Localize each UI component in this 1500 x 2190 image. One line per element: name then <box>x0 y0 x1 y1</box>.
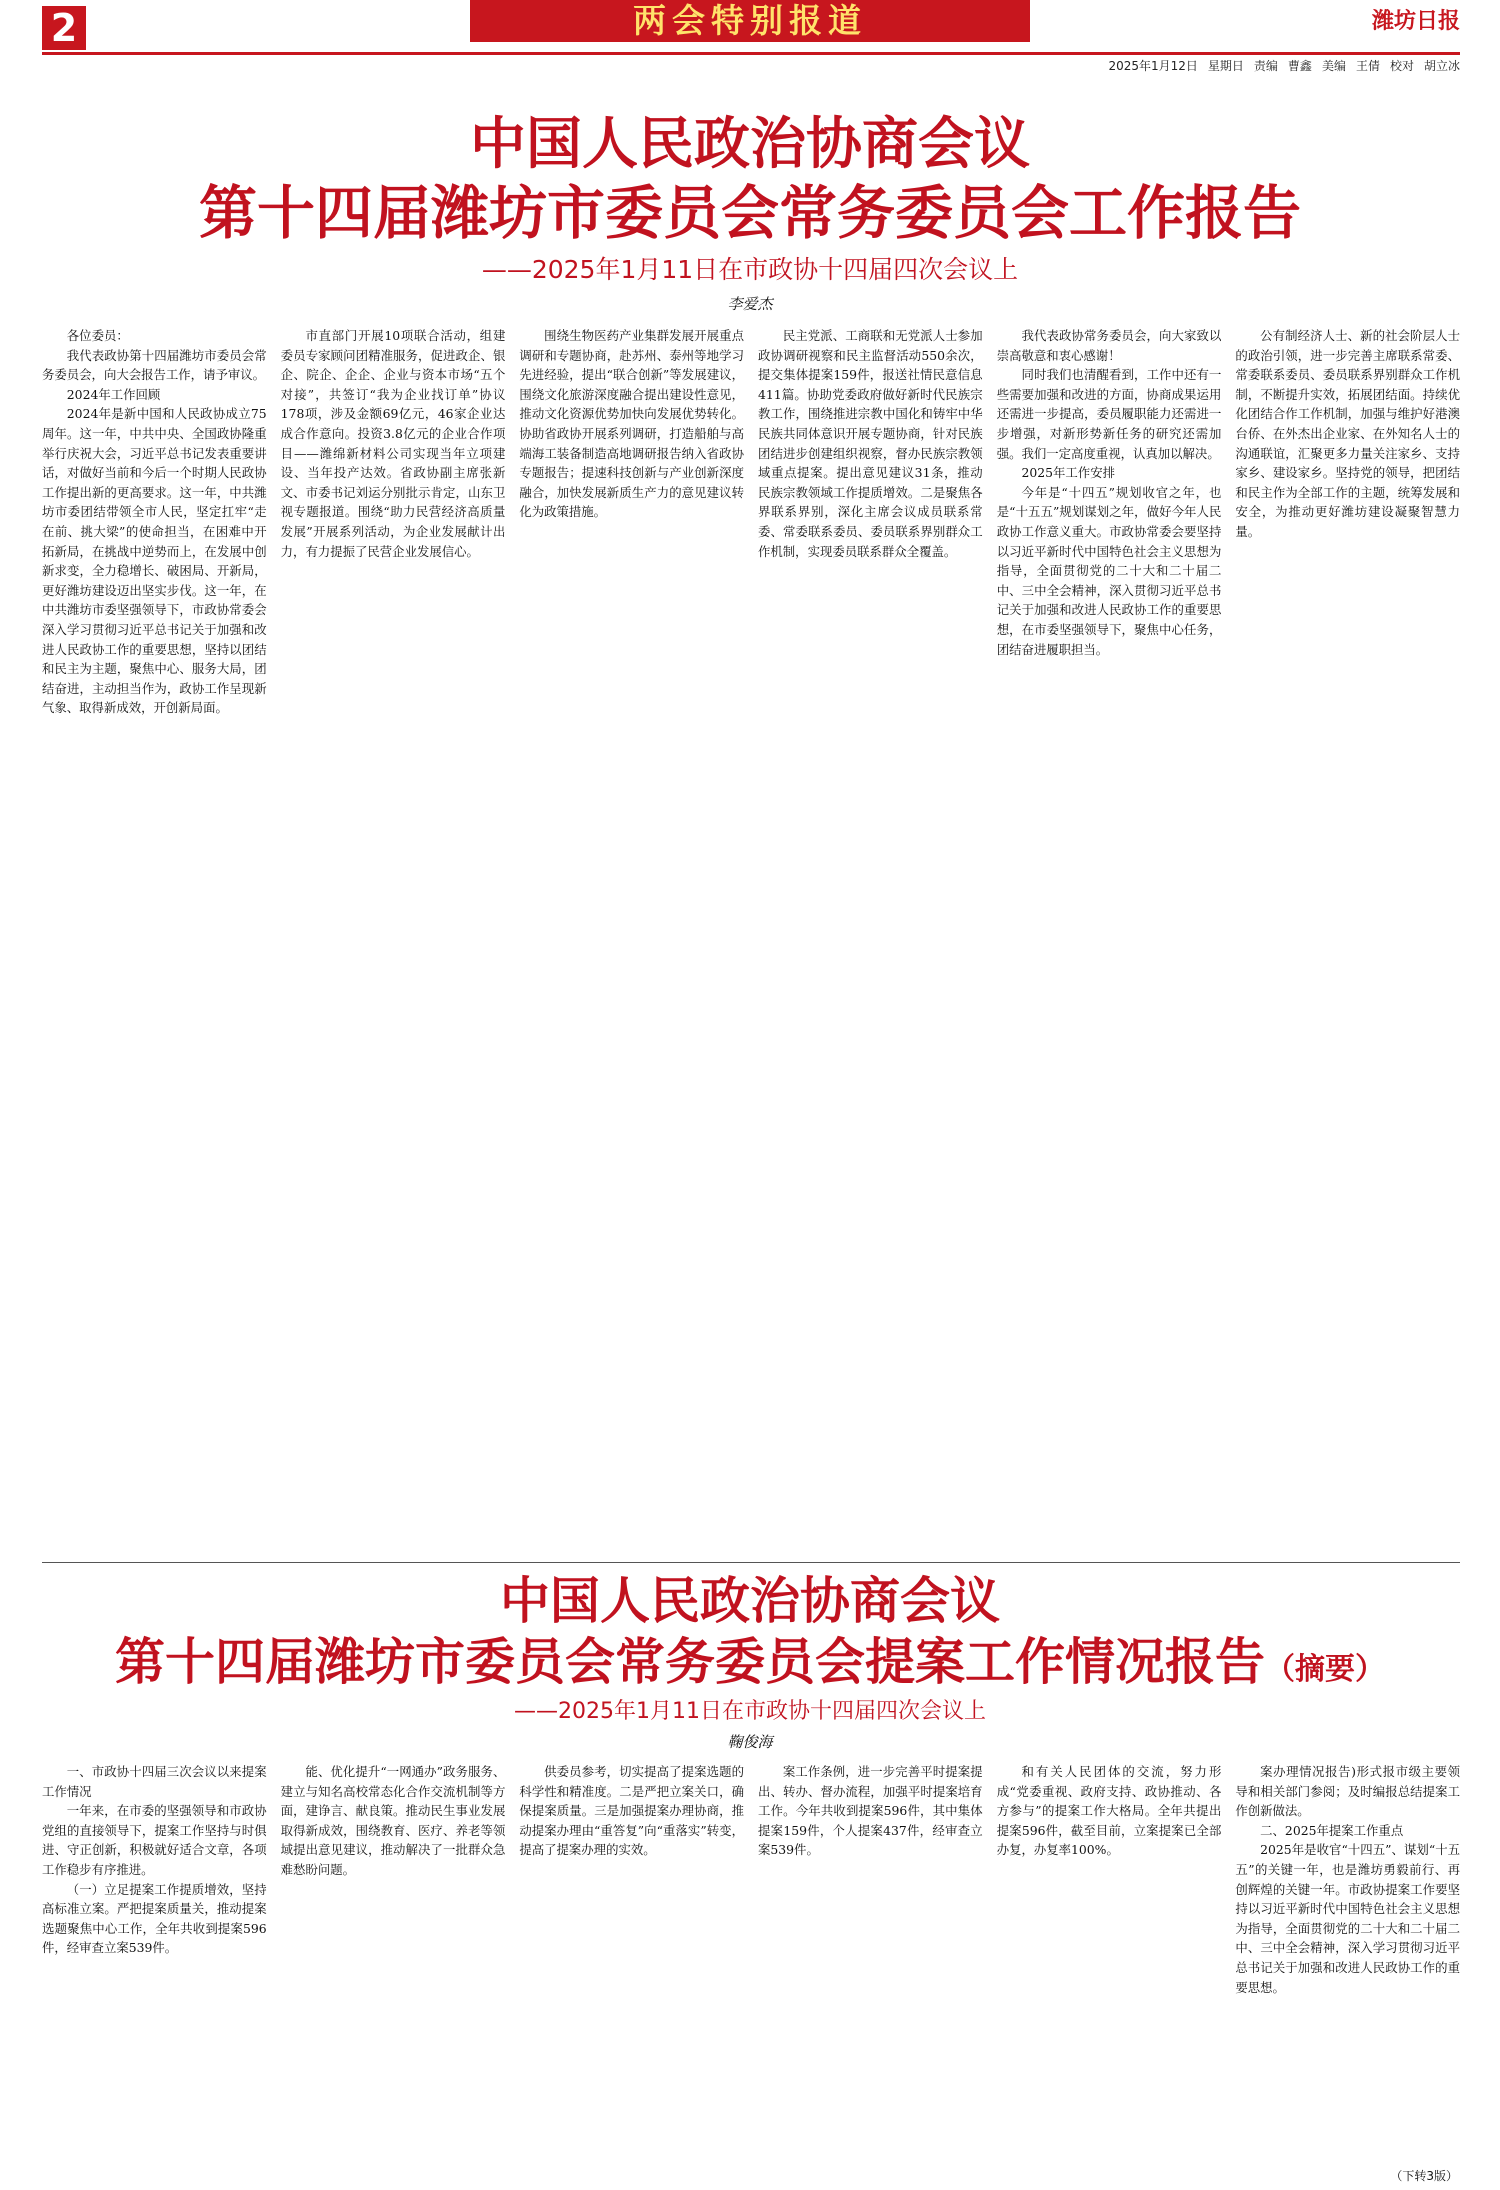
report1-column <box>42 326 267 1554</box>
report2-title-line1: 中国人民政治协商会议 <box>500 1571 1000 1630</box>
paragraph: 民主党派、工商联和无党派人士参加政协调研视察和民主监督活动550余次，提交集体提案159件，报送社情民意信息411篇。协助党委政府做好新时代民族宗教工作，围绕推进宗教中国化和铸牢中华民族共同体意识开展专题协商，针对民族团结进步创建组织视察，督办民族宗教领域重点提案。提出意见建议31条，推动民族宗教领域工作提质增效。二是聚焦各界联系界别，深化主席会议成员联系常委、常委联系委员、委员联系界别群众工作机制，实现委员联系群众全覆盖。 <box>758 328 983 559</box>
designer-label: 美编 <box>1321 59 1346 73</box>
paragraph: 我代表政协第十四届潍坊市委员会常务委员会，向大会报告工作，请予审议。 <box>42 347 267 383</box>
report2-title-line2 <box>0 1632 1500 1700</box>
issue-weekday: 星期日 <box>1207 59 1244 73</box>
paragraph: 我代表政协常务委员会，向大家致以崇高敬意和衷心感谢！ <box>996 328 1222 363</box>
report1-title-line2: 第十四届潍坊市委员会常务委员会工作报告 <box>198 179 1301 247</box>
report1-column <box>1235 326 1460 1554</box>
paragraph: 2025年工作安排 <box>1021 465 1115 481</box>
paragraph: 公有制经济人士、新的社会阶层人士的政治引领，进一步完善主席联系常委、常委联系委员、委员联系界别群众工作机制，不断提升实效，拓展团结面。持续优化团结合作工作机制，加强与维护好港澳台侨、在外杰出企业家、在外知名人士的沟通联谊，汇聚更多力量关注家乡、支持家乡、建设家乡。坚持党的领导，把团结和民主作为全部工作的主题，统筹发展和安全，为推动更好潍坊建设凝聚智慧力量。 <box>1235 328 1461 539</box>
paragraph: 供委员参考，切实提高了提案选题的科学性和精准度。二是严把立案关口，确保提案质量。三是加强提案办理协商，推动提案办理由“重答复”向“重落实”转变，提高了提案办理的实效。 <box>519 1764 745 1858</box>
report1-title-line1: 中国人民政治协商会议 <box>470 111 1030 177</box>
newspaper-masthead: 潍坊日报 <box>1371 8 1460 34</box>
report2-column <box>997 1762 1222 2160</box>
editor-name: 曹鑫 <box>1287 59 1312 73</box>
report2-body <box>42 1762 1460 2160</box>
designer-name: 王倩 <box>1355 59 1380 73</box>
report1-subtitle: ——2025年1月11日在市政协十四届四次会议上 <box>481 255 1019 284</box>
paragraph: 各位委员： <box>66 328 129 343</box>
proof-label: 校对 <box>1389 59 1414 73</box>
paragraph: 案办理情况报告)形式报市级主要领导和相关部门参阅；及时编报总结提案工作创新做法。 <box>1235 1764 1461 1819</box>
paragraph: 市直部门开展10项联合活动，组建委员专家顾问团精准服务，促进政企、银企、院企、企企、企业与资本市场“五个对接”，共签订“我为企业找订单”协议178项，涉及金额69亿元，46家企业达成合作意向。投资3.8亿元的企业合作项目——潍绵新材料公司实现当年立项建设、当年投产达效。省政协副主席张新文、市委书记刘运分别批示肯定，山东卫视专题报道。围绕“助力民营经济高质量发展”开展系列活动，为企业发展献计出力，有力提振了民营企业发展信心。 <box>280 328 506 559</box>
report2-column <box>519 1762 744 2160</box>
section-banner: 两会特别报道 <box>470 0 1030 42</box>
report1-column <box>997 326 1222 1554</box>
report2-subtitle: ——2025年1月11日在市政协十四届四次会议上 <box>514 1699 986 1724</box>
paragraph: 2024年工作回顾 <box>66 386 161 402</box>
header-rule <box>42 52 1460 55</box>
report1-author: 李爱杰 <box>727 295 773 313</box>
paragraph: 和有关人民团体的交流，努力形成“党委重视、政府支持、政协推动、各方参与”的提案工作大格局。全年共提出提案596件，截至目前，立案提案已全部办复，办复率100%。 <box>996 1764 1222 1858</box>
paragraph: 2024年是新中国和人民政协成立75周年。这一年，中共中央、全国政协隆重举行庆祝大会，习近平总书记发表重要讲话，对做好当前和今后一个时期人民政协工作提出新的更高要求。这一年，中共潍坊市委团结带领全市人民，坚定扛牢“走在前、挑大梁”的使命担当，在困难中开拓新局，在挑战中逆势而上，在发展中创新求变，全力稳增长、破困局、开新局，更好潍坊建设迈出坚实步伐。这一年，在中共潍坊市委坚强领导下，市政协常委会深入学习贯彻习近平总书记关于加强和改进人民政协工作的重要思想，坚持以团结和民主为主题，聚焦中心、服务大局，团结奋进，主动担当作为，政协工作呈现新气象、取得新成效，开创新局面。 <box>42 406 267 716</box>
section-divider <box>42 1562 1460 1563</box>
report2-author: 鞠俊海 <box>727 1733 773 1751</box>
report2-column <box>1235 1762 1460 2160</box>
paragraph: 今年是“十四五”规划收官之年，也是“十五五”规划谋划之年，做好今年人民政协工作意义重大。市政协常委会要坚持以习近平新时代中国特色社会主义思想为指导，全面贯彻党的二十大和二十届二中、三中全会精神，深入贯彻习近平总书记关于加强和改进人民政协工作的重要思想，在市委坚强领导下，聚焦中心任务，团结奋进履职担当。 <box>996 484 1222 657</box>
report1-column <box>758 326 983 1554</box>
report2-title-main: 第十四届潍坊市委员会常务委员会提案工作情况报告 <box>115 1632 1265 1691</box>
page-header <box>0 0 1500 74</box>
report1-body <box>42 326 1460 1554</box>
paragraph: （一）立足提案工作提质增效，坚持高标准立案。严把提案质量关，推动提案选题聚焦中心工作，全年共收到提案596件，经审查立案539件。 <box>42 1881 267 1956</box>
editor-label: 责编 <box>1253 59 1278 73</box>
paragraph: 一、市政协十四届三次会议以来提案工作情况 <box>42 1764 267 1799</box>
report2-title-abstract: （摘要） <box>1265 1652 1385 1687</box>
paragraph: 二、2025年提案工作重点 <box>1260 1822 1404 1838</box>
page-number: 2 <box>42 6 86 50</box>
paragraph: 围绕生物医药产业集群发展开展重点调研和专题协商，赴苏州、泰州等地学习先进经验，提出“联合创新”等发展建议，围绕文化旅游深度融合提出建设性意见，推动文化资源优势加快向发展优势转化。协助省政协开展系列调研，打造船舶与高端海工装备制造高地调研报告纳入省政协专题报告；提速科技创新与产业创新深度融合，加快发展新质生产力的意见建议转化为政策措施。 <box>519 328 745 520</box>
report1-column <box>519 326 744 1554</box>
issue-date: 2025年1月12日 <box>1108 59 1198 73</box>
continued-note: （下转3版） <box>1390 2169 1458 2183</box>
paragraph: 同时我们也清醒看到，工作中还有一些需要加强和改进的方面，协商成果运用还需进一步提高，委员履职能力还需进一步增强，对新形势新任务的研究还需加强。我们一定高度重视，认真加以解决。 <box>996 367 1222 461</box>
proof-name: 胡立冰 <box>1423 59 1460 73</box>
paragraph: 能、优化提升“一网通办”政务服务、建立与知名高校常态化合作交流机制等方面，建诤言、献良策。推动民生事业发展取得新成效，围绕教育、医疗、养老等领域提出意见建议，推动解决了一批群众急难愁盼问题。 <box>280 1764 506 1877</box>
paragraph: 2025年是收官“十四五”、谋划“十五五”的关键一年，也是潍坊勇毅前行、再创辉煌的关键一年。市政协提案工作要坚持以习近平新时代中国特色社会主义思想为指导，全面贯彻党的二十大和二十届二中、三中全会精神，深入学习贯彻习近平总书记关于加强和改进人民政协工作的重要思想。 <box>1235 1842 1461 1995</box>
report2-column <box>281 1762 506 2160</box>
paragraph: 案工作条例，进一步完善平时提案提出、转办、督办流程，加强平时提案培育工作。今年共收到提案596件，其中集体提案159件，个人提案437件，经审查立案539件。 <box>758 1764 983 1858</box>
report1-column <box>281 326 506 1554</box>
issue-meta <box>1108 58 1460 74</box>
report2-column <box>42 1762 267 2160</box>
report2-column <box>758 1762 983 2160</box>
paragraph: 一年来，在市委的坚强领导和市政协党组的直接领导下，提案工作坚持与时俱进、守正创新，积极就好适合文章，各项工作稳步有序推进。 <box>42 1803 267 1877</box>
